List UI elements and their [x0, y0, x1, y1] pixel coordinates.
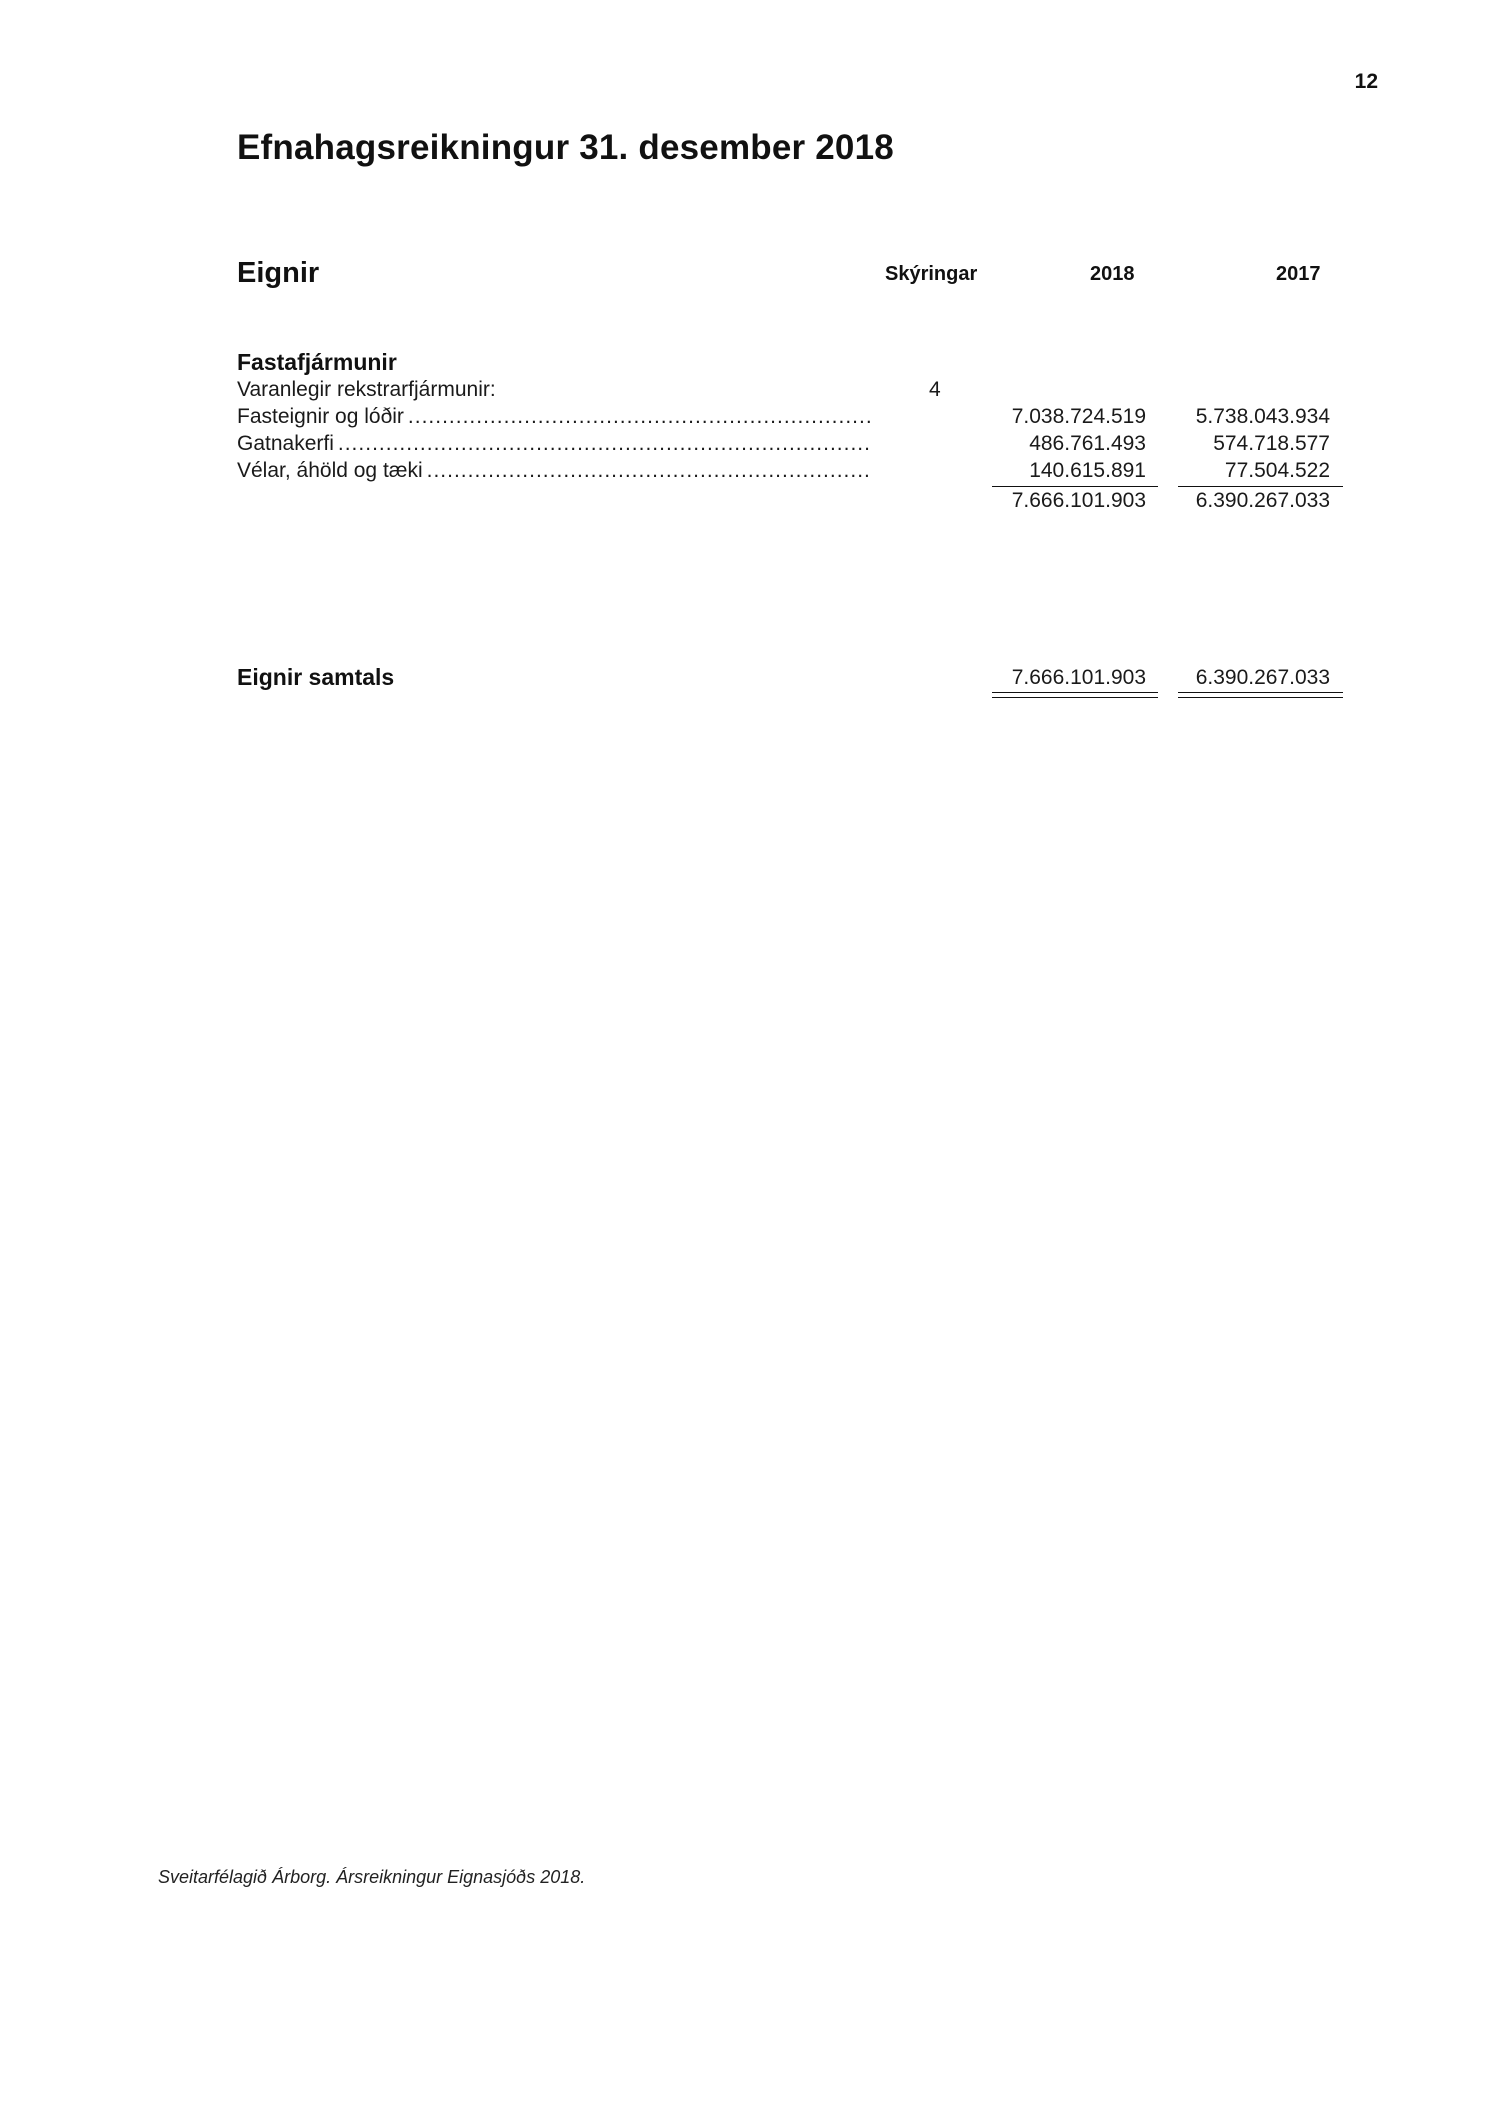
subtotal-2017: 6.390.267.033 — [1195, 489, 1330, 512]
column-header-2018: 2018 — [1090, 263, 1135, 285]
subheading: Varanlegir rekstrarfjármunir: — [237, 378, 496, 401]
subtotal-rule-2018 — [992, 486, 1158, 487]
page-number: 12 — [1354, 70, 1378, 93]
column-header-notes: Skýringar — [885, 263, 978, 285]
group-heading: Fastafjármunir — [237, 349, 397, 375]
total-2018: 7.666.101.903 — [1011, 666, 1146, 689]
total-2017: 6.390.267.033 — [1195, 666, 1330, 689]
total-label: Eignir samtals — [237, 664, 395, 690]
leader-dots — [427, 459, 870, 483]
value-2017: 574.718.577 — [1213, 432, 1330, 455]
value-2017: 77.504.522 — [1224, 459, 1330, 482]
value-2018: 140.615.891 — [1029, 459, 1146, 482]
total-double-rule-2017 — [1178, 692, 1343, 698]
column-header-2017: 2017 — [1276, 263, 1321, 285]
table-row — [237, 459, 870, 483]
leader-dots — [338, 432, 870, 456]
section-heading: Eignir — [237, 257, 320, 289]
table-row — [237, 432, 870, 456]
row-label: Fasteignir og lóðir — [237, 405, 404, 428]
subtotal-2018: 7.666.101.903 — [1011, 489, 1146, 512]
value-2018: 486.761.493 — [1029, 432, 1146, 455]
page-title: Efnahagsreikningur 31. desember 2018 — [237, 128, 894, 167]
value-2018: 7.038.724.519 — [1011, 405, 1146, 428]
table-row — [237, 405, 870, 429]
row-label: Vélar, áhöld og tæki — [237, 459, 423, 482]
total-double-rule-2018 — [992, 692, 1158, 698]
note-reference: 4 — [929, 378, 941, 401]
row-label: Gatnakerfi — [237, 432, 334, 455]
subtotal-rule-2017 — [1178, 486, 1343, 487]
leader-dots — [408, 405, 870, 429]
value-2017: 5.738.043.934 — [1195, 405, 1330, 428]
footer-note: Sveitarfélagið Árborg. Ársreikningur Eignasjóðs 2018. — [158, 1867, 586, 1887]
